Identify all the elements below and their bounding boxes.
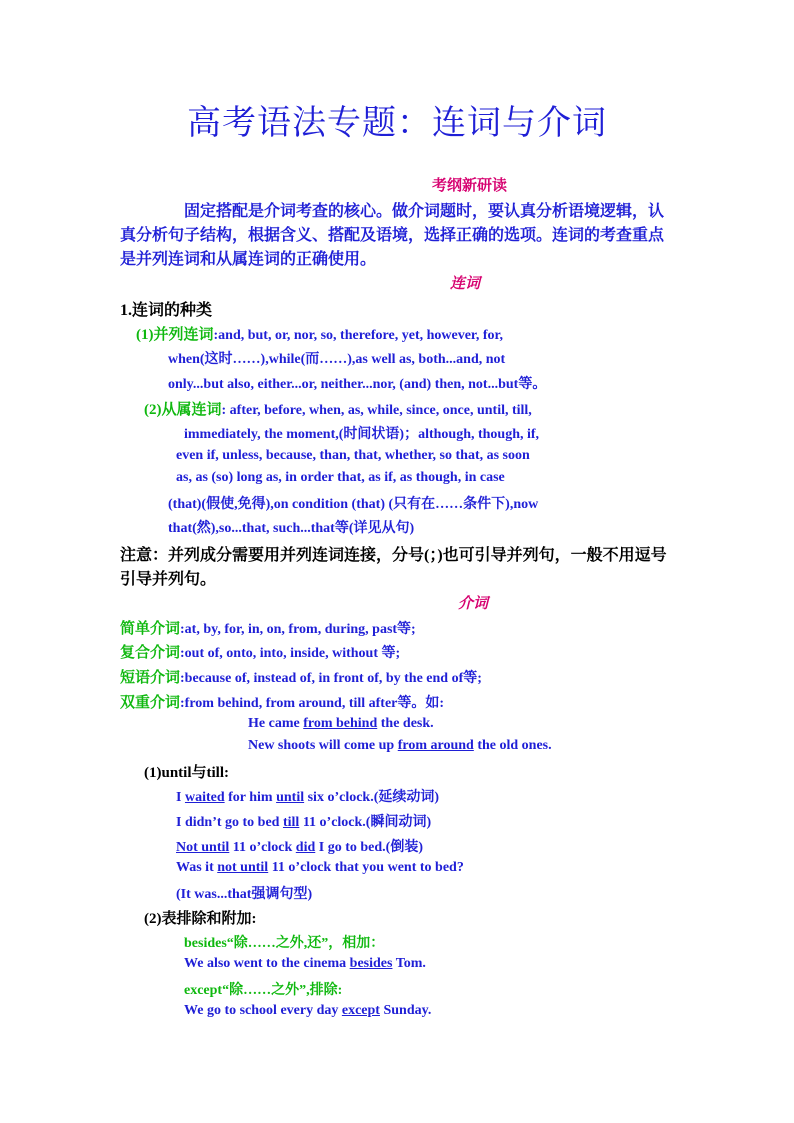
- example-1-rest: the desk.: [377, 716, 434, 731]
- double-prep-line: [120, 691, 444, 712]
- kaogang-line-1: 固定搭配是介词考查的核心。做介词题时，要认真分析语境逻辑，认: [184, 203, 665, 220]
- phrase-prep-label: 短语介词: [120, 670, 181, 686]
- s2-text-b: 11 o’clock.(瞬间动词): [299, 815, 432, 830]
- until-sentence-1: [176, 786, 439, 806]
- cs-line-5: (that)(假使,免得),on condition (that) (只有在……条件下),now: [168, 497, 539, 512]
- compound-prep-line: [120, 641, 400, 662]
- cs-line-6: that(然),so...that, such...that等(详见从句): [168, 521, 415, 536]
- besides-example-rest: Tom.: [392, 956, 426, 971]
- example-1-underline: from behind: [303, 716, 378, 731]
- simple-prep-text: :at, by, for, in, on, from, during, past等;: [180, 622, 416, 637]
- kaogang-line-3: 是并列连词和从属连词的正确使用。: [120, 251, 377, 268]
- example-2-underline: from around: [397, 738, 474, 753]
- until-sentence-2: [176, 811, 431, 831]
- cs-line-1: [144, 398, 532, 419]
- until-sentence-5: (It was...that强调句型): [176, 887, 313, 902]
- double-prep-text: :from behind, from around, till after等。如:: [180, 696, 445, 711]
- besides-label: besides“除……之外,还”，相加：: [184, 936, 385, 951]
- besides-example-text: We also went to the cinema: [184, 956, 350, 971]
- besides-heading: (2)表排除和附加:: [144, 911, 257, 927]
- example-line-1: [248, 716, 434, 732]
- s3-text-a: 11 o’clock: [229, 840, 296, 855]
- simple-prep-line: [120, 617, 416, 638]
- s1-underline-2: until: [276, 790, 305, 805]
- s2-text-a: I didn’t go to bed: [176, 815, 283, 830]
- cs-line-4: as, as (so) long as, in order that, as if, as though, in case: [176, 470, 505, 485]
- example-line-2: [248, 738, 552, 754]
- phrase-prep-line: [120, 666, 482, 687]
- except-example-text: We go to school every day: [184, 1003, 342, 1018]
- s3-text-b: I go to bed.(倒装): [315, 840, 423, 855]
- cs-text-1: : after, before, when, as, while, since, once, until, till,: [221, 403, 532, 418]
- besides-example-underline: besides: [349, 956, 393, 971]
- besides-example: [184, 956, 426, 972]
- cs-label: (2)从属连词: [144, 402, 222, 418]
- double-prep-label: 双重介词: [120, 695, 181, 711]
- note-line-1: 注意：并列成分需要用并列连词连接，分号(；)也可引导并列句，一般不用逗号: [120, 547, 667, 564]
- simple-prep-label: 简单介词: [120, 621, 181, 637]
- s3-underline-1: Not until: [176, 840, 230, 855]
- s3-underline-2: did: [295, 840, 316, 855]
- compound-prep-text: :out of, onto, into, inside, without 等;: [180, 646, 401, 661]
- lianci-heading: 连词: [450, 276, 481, 292]
- example-2-text: New shoots will come up: [248, 738, 398, 753]
- bl-line-2: when(这时……),while(而……),as well as, both...and, not: [168, 352, 506, 367]
- until-sentence-4: [176, 860, 464, 876]
- except-example: [184, 1003, 431, 1019]
- cs-line-3: even if, unless, because, than, that, whether, so that, as soon: [176, 448, 530, 463]
- until-sentence-3: [176, 836, 423, 856]
- note-line-2: 引导并列句。: [120, 571, 217, 588]
- s4-underline: not until: [217, 860, 269, 875]
- jieci-heading: 介词: [458, 596, 489, 612]
- s4-text-b: 11 o’clock that you went to bed?: [268, 860, 464, 875]
- s1-underline-1: waited: [184, 790, 225, 805]
- lianci-kinds: 1.连词的种类: [120, 302, 213, 319]
- cs-line-2: immediately, the moment,(时间状语)；although, though, if,: [184, 427, 540, 442]
- s4-text-a: Was it: [176, 860, 218, 875]
- phrase-prep-text: :because of, instead of, in front of, by the end of等;: [180, 671, 482, 686]
- s2-underline: till: [282, 815, 300, 830]
- bl-label: (1)并列连词: [136, 327, 214, 343]
- bl-line-3: only...but also, either...or, neither...nor, (and) then, not...but等。: [168, 377, 547, 392]
- until-heading: (1)until与till:: [144, 765, 229, 781]
- compound-prep-label: 复合介词: [120, 645, 181, 661]
- s1-text-b: for him: [224, 790, 277, 805]
- s1-text-a: I: [176, 790, 185, 805]
- except-label: except“除……之外”,排除:: [184, 983, 343, 998]
- bl-text-1: :and, but, or, nor, so, therefore, yet, however, for,: [213, 328, 503, 343]
- bl-line-1: [136, 323, 503, 344]
- kaogang-heading: 考纲新研读: [432, 178, 508, 194]
- except-example-underline: except: [341, 1003, 380, 1018]
- page-title: 高考语法专题：连词与介词: [187, 105, 607, 142]
- example-2-rest: the old ones.: [473, 738, 552, 753]
- except-example-rest: Sunday.: [379, 1003, 432, 1018]
- kaogang-line-2: 真分析句子结构，根据含义、搭配及语境，选择正确的选项。连词的考查重点: [120, 227, 665, 244]
- s1-text-c: six o’clock.(延续动词): [304, 790, 440, 805]
- example-1-text: He came: [248, 716, 304, 731]
